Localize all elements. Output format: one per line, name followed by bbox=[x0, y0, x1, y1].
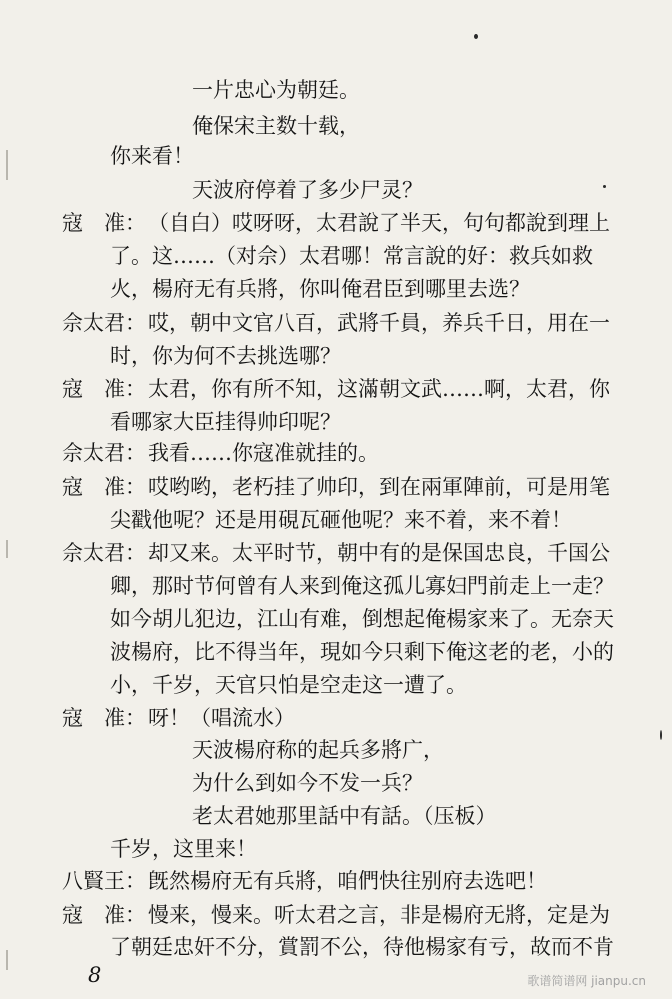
line-text: 波楊府，比不得当年，現如今只剩下俺这老的老，小的 bbox=[110, 640, 614, 664]
line-text: 了朝廷忠奸不分，賞罰不公，待他楊家有亏，故而不肯 bbox=[110, 935, 614, 959]
speaker-label: 佘太君： bbox=[62, 311, 146, 335]
line-text: 哎哟哟，老朽挂了帅印，到在兩軍陣前，可是用笔 bbox=[148, 475, 610, 499]
page-edge-mark bbox=[6, 950, 8, 970]
line-text: 小，千岁，天官只怕是空走这一遭了。 bbox=[110, 673, 467, 697]
speaker-label: 寇 准： bbox=[62, 211, 146, 235]
line-text: 呀！（唱流水） bbox=[148, 706, 295, 730]
line-text: 了。这……（对佘）太君哪！常言說的好：救兵如救 bbox=[110, 244, 593, 268]
speaker-label: 寇 准： bbox=[62, 377, 146, 401]
page-edge-mark bbox=[6, 150, 8, 180]
page-number: 8 bbox=[88, 963, 102, 987]
line-text: 如今胡儿犯边，江山有难，倒想起俺楊家来了。无奈天 bbox=[110, 607, 614, 631]
speaker-label: 佘太君： bbox=[62, 541, 146, 565]
line-text: 时，你为何不去挑选哪？ bbox=[110, 344, 341, 368]
line-text: 看哪家大臣挂得帅印呢？ bbox=[110, 410, 341, 434]
line-text: 旣然楊府无有兵將，咱們快往别府去选吧！ bbox=[148, 869, 547, 893]
line-text: （自白）哎呀呀，太君說了半天，句句都說到理上 bbox=[148, 211, 610, 235]
line-text: 太君，你有所不知，这滿朝文武……啊，太君，你 bbox=[148, 377, 610, 401]
print-speck bbox=[603, 185, 606, 188]
line-text: 俺保宋主数十载， bbox=[192, 114, 360, 138]
line-text: 却又来。太平时节，朝中有的是保国忠良，千国公 bbox=[148, 541, 610, 565]
speaker-label: 八賢王： bbox=[62, 869, 146, 893]
speaker-label: 寇 准： bbox=[62, 475, 146, 499]
line-text: 为什么到如今不发一兵？ bbox=[192, 771, 423, 795]
site-watermark: 歌谱简谱网 jianpu.cn bbox=[527, 974, 646, 988]
line-text: 一片忠心为朝廷。 bbox=[192, 78, 360, 102]
speaker-label: 寇 准： bbox=[62, 706, 146, 730]
line-text: 尖戳他呢？还是用硯瓦砸他呢？来不着，来不着！ bbox=[110, 508, 572, 532]
line-text: 你来看！ bbox=[110, 144, 194, 168]
line-text: 老太君她那里話中有話。（压板） bbox=[192, 804, 497, 828]
line-text: 我看……你寇准就挂的。 bbox=[148, 441, 379, 465]
line-text: 火，楊府无有兵將，你叫俺君臣到哪里去选？ bbox=[110, 277, 530, 301]
line-text: 哎，朝中文官八百，武將千員，养兵千日，用在一 bbox=[148, 311, 610, 335]
speaker-label: 寇 准： bbox=[62, 903, 146, 927]
line-text: 卿，那时节何曾有人来到俺这孤儿寡妇門前走上一走？ bbox=[110, 574, 614, 598]
line-text: 天波府停着了多少尸灵？ bbox=[192, 178, 423, 202]
line-text: 天波楊府称的起兵多將广， bbox=[192, 738, 444, 762]
speaker-label: 佘太君： bbox=[62, 441, 146, 465]
print-speck bbox=[474, 34, 478, 39]
page-edge-mark bbox=[6, 540, 8, 558]
print-speck bbox=[660, 730, 662, 740]
line-text: 千岁，这里来！ bbox=[110, 837, 257, 861]
line-text: 慢来，慢来。听太君之言，非是楊府无將，定是为 bbox=[148, 903, 610, 927]
